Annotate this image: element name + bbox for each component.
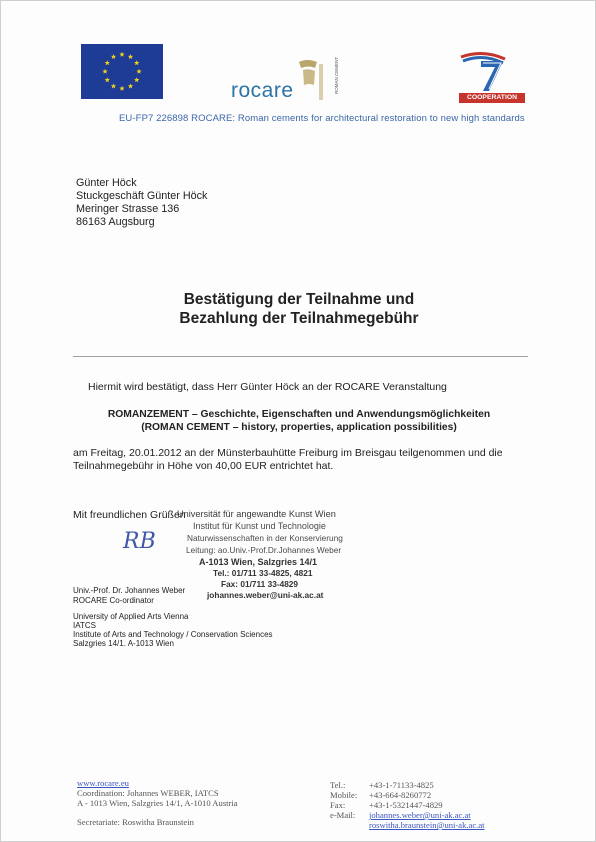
- document-title-line1: Bestätigung der Teilnahme und: [183, 291, 415, 308]
- footer-mobile-value: +43-664-8260772: [369, 790, 432, 800]
- stamp-line6: Tel.: 01/711 33-4825, 4821: [213, 568, 313, 578]
- signatory-name: Univ.-Prof. Dr. Johannes Weber: [73, 586, 186, 595]
- footer-coordination: Coordination: Johannes WEBER, IATCS: [77, 788, 219, 798]
- footer-fax-label: Fax:: [330, 800, 346, 810]
- signatory-org2: IATCS: [73, 621, 96, 630]
- eu-star-icon: [136, 69, 141, 74]
- rocare-subtext: ROMAN CEMENT: [334, 57, 339, 94]
- stamp-line2: Institut für Kunst und Technologie: [193, 521, 326, 531]
- divider: [73, 356, 528, 357]
- eu-star-icon: [128, 83, 133, 88]
- stamp-line7: Fax: 01/711 33-4829: [221, 579, 299, 589]
- event-title-de: ROMANZEMENT – Geschichte, Eigenschaften und Anwendungsmöglichkeiten: [107, 409, 491, 420]
- intro-text: Hiermit wird bestätigt, dass Herr Günter Höck an der ROCARE Veranstaltung: [88, 381, 447, 393]
- stamp-line1: Universität für angewandte Kunst Wien: [177, 509, 336, 519]
- eu-star-icon: [134, 77, 139, 82]
- footer-email-link-1[interactable]: johannes.weber@uni-ak.ac.at: [369, 810, 471, 820]
- eu-stars-icon: [81, 44, 163, 99]
- fp7-cooperation-label: COOPERATION: [466, 94, 518, 101]
- fp7-cooperation-logo: [453, 51, 529, 107]
- footer-email-link-2[interactable]: roswitha.braunstein@uni-ak.ac.at: [369, 820, 485, 830]
- footer-website-link[interactable]: www.rocare.eu: [77, 778, 129, 788]
- recipient-city: 86163 Augsburg: [76, 216, 155, 228]
- stamp-line8: johannes.weber@uni-ak.ac.at: [207, 590, 324, 600]
- recipient-name: Günter Höck: [76, 177, 137, 189]
- footer-mobile-label: Mobile:: [330, 790, 358, 800]
- stamp-line5: A-1013 Wien, Salzgries 14/1: [199, 557, 317, 567]
- eu-star-icon: [111, 83, 116, 88]
- signatory-role: ROCARE Co-ordinator: [73, 596, 154, 605]
- handwritten-signature: RB: [123, 529, 156, 554]
- eu-star-icon: [105, 60, 110, 65]
- eu-star-icon: [102, 69, 107, 74]
- recipient-company: Stuckgeschäft Günter Höck: [76, 190, 208, 202]
- event-title-en: (ROMAN CEMENT – history, properties, application possibilities): [141, 422, 457, 433]
- project-line: EU-FP7 226898 ROCARE: Roman cements for architectural restoration to new high standards: [119, 113, 525, 124]
- eu-star-icon: [128, 54, 133, 59]
- eu-star-icon: [105, 77, 110, 82]
- signatory-org1: University of Applied Arts Vienna: [73, 612, 189, 621]
- body-line4: Teilnahmegebühr in Höhe von 40,00 EUR entrichtet hat.: [73, 460, 334, 472]
- closing-greeting: Mit freundlichen Grüßen: [73, 509, 186, 521]
- body-line3: am Freitag, 20.01.2012 an der Münsterbauhütte Freiburg im Breisgau teilgenommen und die: [73, 447, 503, 459]
- footer-address: A - 1013 Wien, Salzgries 14/1, A-1010 Austria: [77, 798, 238, 808]
- eu-star-icon: [119, 86, 124, 91]
- stamp-line4: Leitung: ao.Univ.-Prof.Dr.Johannes Weber: [186, 545, 342, 555]
- eu-flag-logo: [81, 44, 163, 99]
- footer-email-label: e-Mail:: [330, 810, 356, 820]
- signatory-org3: Institute of Arts and Technology / Conservation Sciences: [73, 630, 273, 639]
- recipient-street: Meringer Strasse 136: [76, 203, 180, 215]
- eu-star-icon: [134, 60, 139, 65]
- footer-secretariate: Secretariate: Roswitha Braunstein: [77, 817, 194, 827]
- eu-star-icon: [111, 54, 116, 59]
- footer-tel-value: +43-1-71133-4825: [369, 780, 434, 790]
- footer-fax-value: +43-1-5321447-4829: [369, 800, 443, 810]
- eu-star-icon: [119, 52, 124, 57]
- footer-tel-label: Tel.:: [330, 780, 346, 790]
- rocare-wordmark: rocare: [231, 79, 294, 102]
- stamp-line3: Naturwissenschaften in der Konservierung: [187, 533, 343, 543]
- document-title-line2: Bezahlung der Teilnahmegebühr: [179, 310, 419, 327]
- signatory-org4: Salzgries 14/1. A-1013 Wien: [73, 639, 174, 648]
